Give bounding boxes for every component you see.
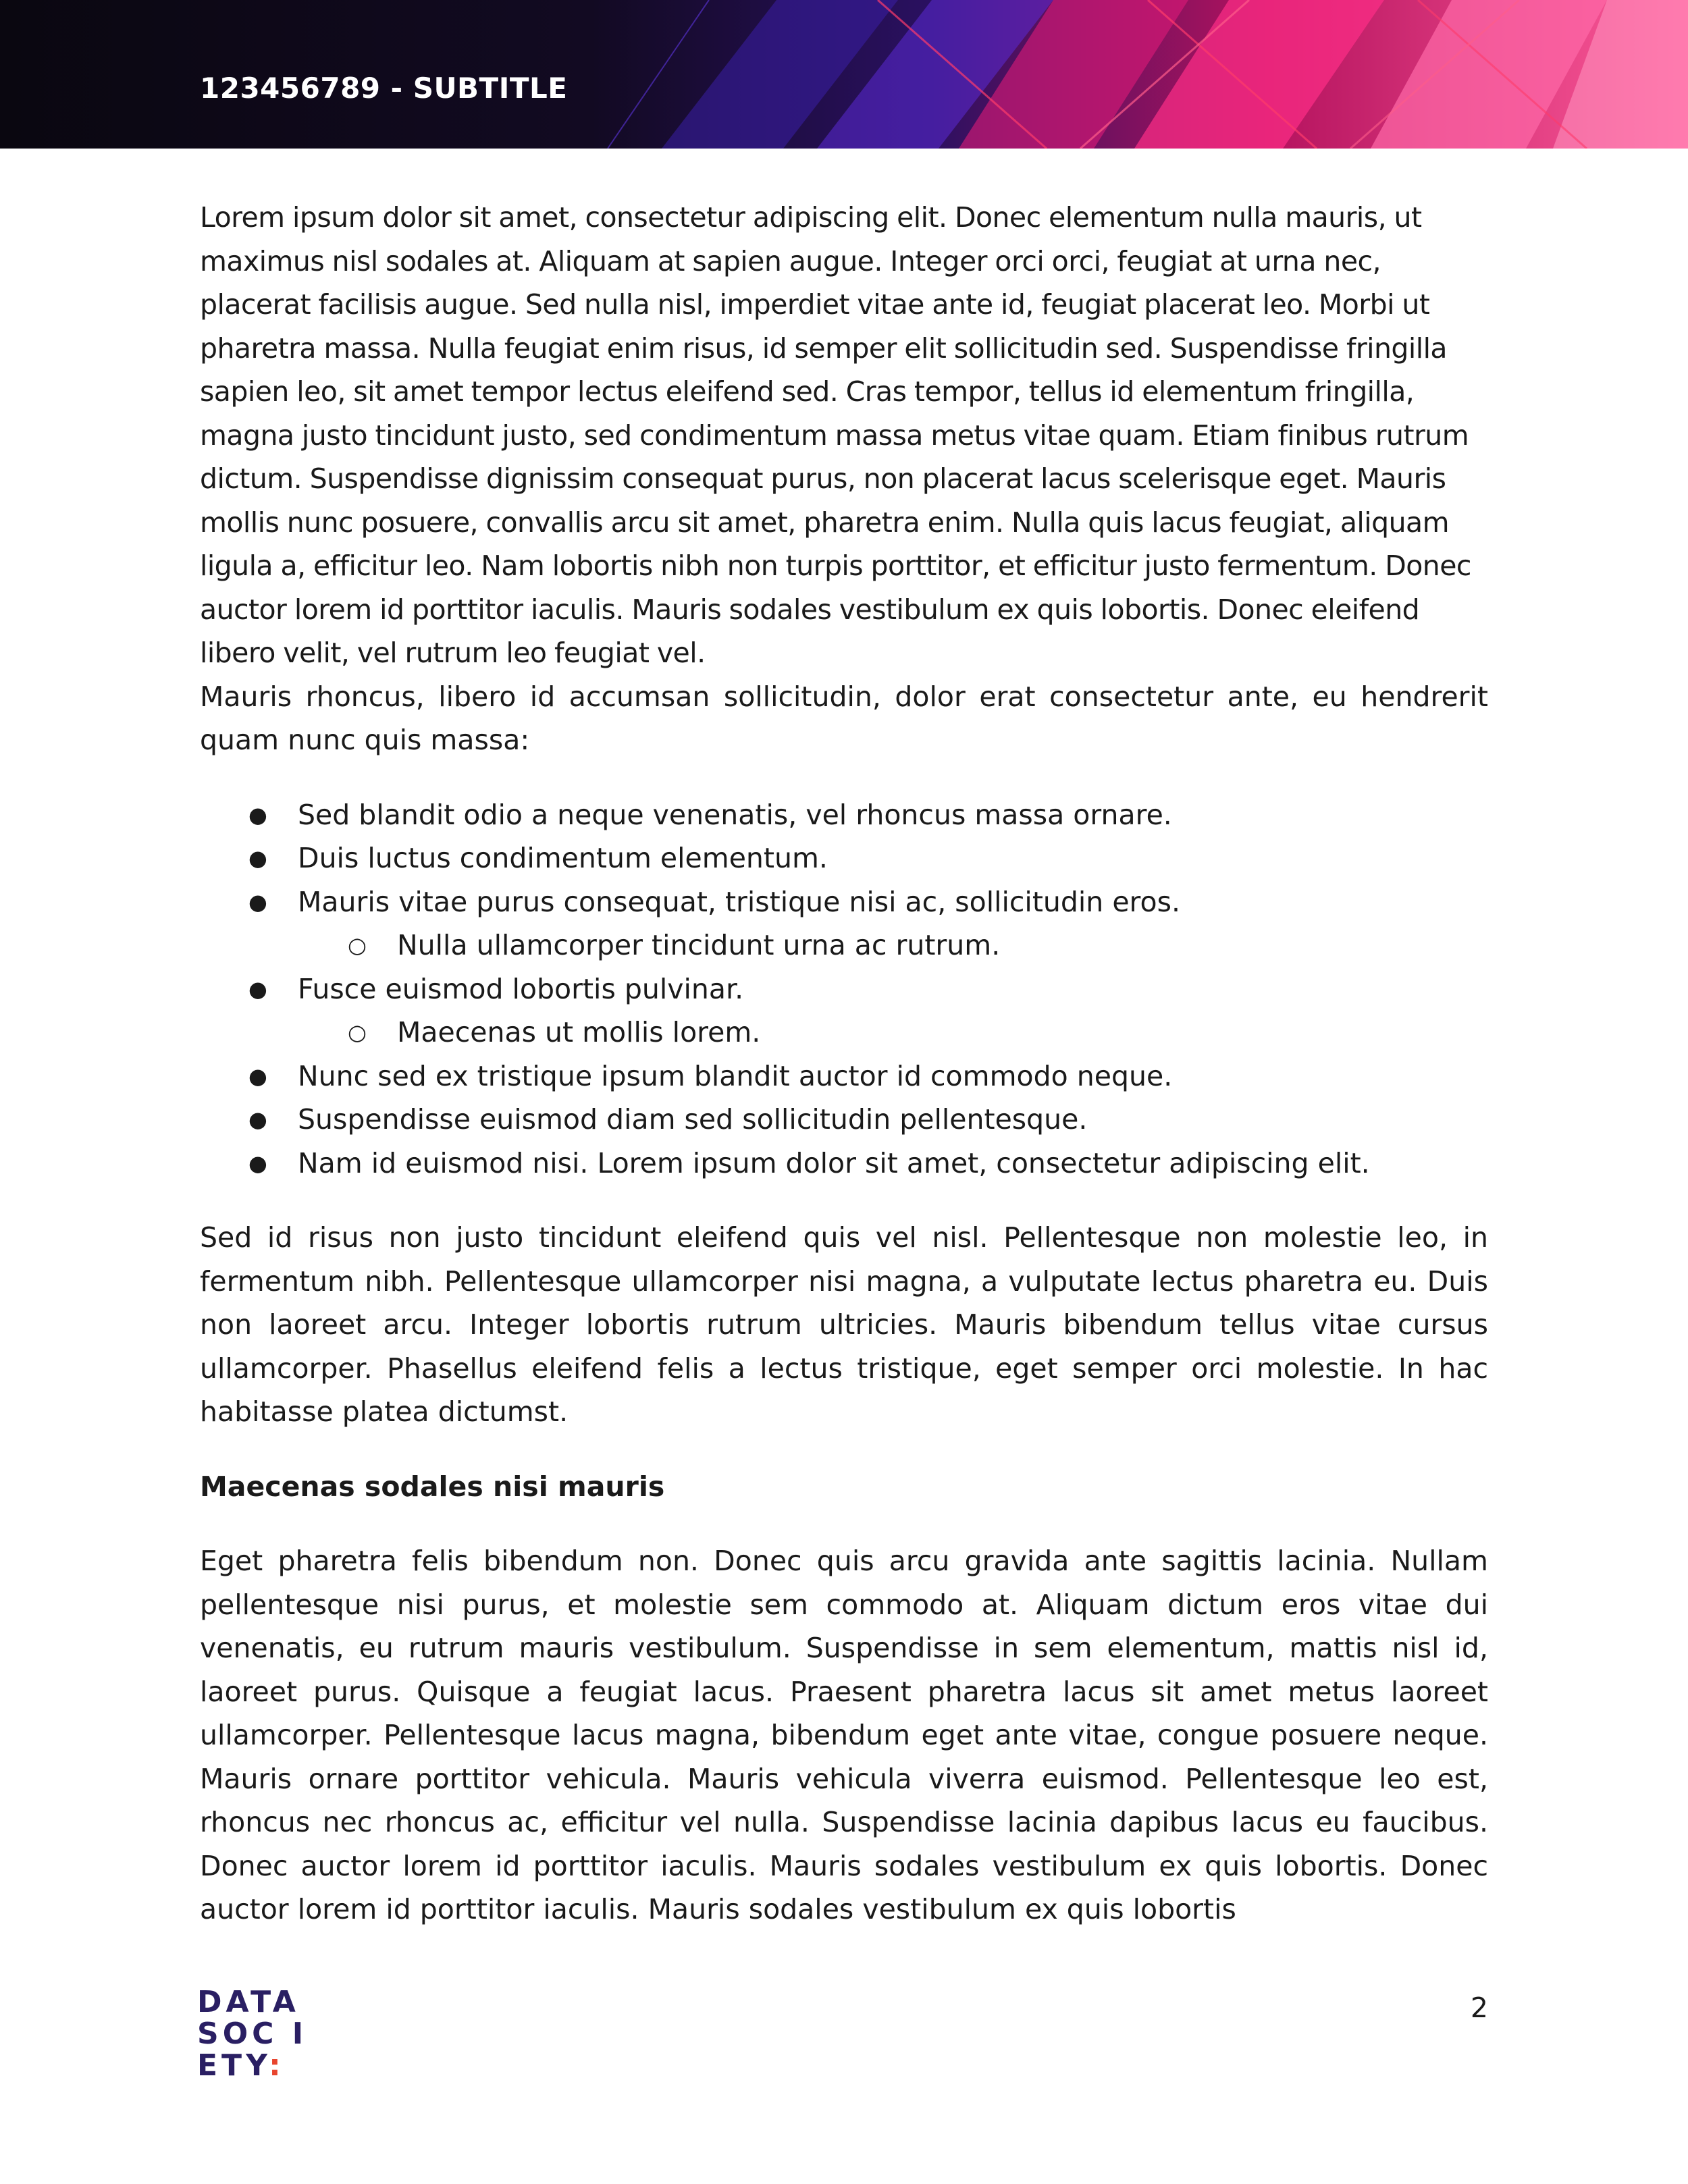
list-item: ● Sed blandit odio a neque venenatis, vel rhoncus massa ornare. xyxy=(200,793,1488,837)
logo-line-1: DATA xyxy=(197,1985,300,2019)
section-heading: Maecenas sodales nisi mauris xyxy=(200,1470,665,1503)
paragraph-3: Eget pharetra felis bibendum non. Donec quis arcu gravida ante sagittis lacinia. Nullam pellentesque nisi purus, et molestie sem commodo at. Aliquam dictum eros vitae dui venenatis, eu rutrum mauris vestibulum. Suspendisse in sem elementum, mattis nisl id, laoreet purus. Quisque a feugiat lacus. Praesent pharetra lacus sit amet metus laoreet ullamcorper. Pellentesque lacus magna, bibendum eget ante vitae, congue posuere neque. Mauris ornare porttitor vehicula. Mauris vehicula viverra euismod. Pellentesque leo est, rhoncus nec rhoncus ac, efficitur vel nulla. Suspendisse lacinia dapibus lacus eu faucibus. Donec auctor lorem id porttitor iaculis. Mauris sodales vestibulum ex quis lobortis. Donec auctor lorem id porttitor iaculis. Mauris sodales vestibulum ex quis lobortis xyxy=(200,1545,1488,1925)
hollow-bullet-icon: ○ xyxy=(348,1019,367,1045)
paragraph-2: Sed id risus non justo tincidunt eleifend quis vel nisl. Pellentesque non molestie leo, in fermentum nibh. Pellentesque ullamcorper nisi magna, a vulputate lectus pharetra eu. Duis non laoreet arcu. Integer lobortis rutrum ultricies. Mauris bibendum tellus vitae cursus ullamcorper. Phasellus eleifend felis a lectus tristique, eget semper orci molestie. In hac habitasse platea dictumst. xyxy=(200,1221,1488,1428)
page-number: 2 xyxy=(1470,1992,1488,2024)
list-item: ● Suspendisse euismod diam sed sollicitudin pellentesque. xyxy=(200,1098,1488,1142)
list-intro-paragraph: Mauris rhoncus, libero id accumsan sollicitudin, dolor erat consectetur ante, eu hendrerit quam nunc quis massa: xyxy=(200,680,1488,756)
list-item: ● Nam id euismod nisi. Lorem ipsum dolor sit amet, consectetur adipiscing elit. xyxy=(200,1142,1488,1186)
list-item: ● Duis luctus condimentum elementum. xyxy=(200,836,1488,880)
bullet-icon: ● xyxy=(248,1150,267,1176)
logo-accent-colon: : xyxy=(269,2048,285,2083)
bullet-list xyxy=(200,793,1488,1186)
bullet-icon: ● xyxy=(248,976,267,1002)
intro-paragraph: Lorem ipsum dolor sit amet, consectetur adipiscing elit. Donec elementum nulla mauris, ut maximus nisl sodales at. Aliquam at sapien augue. Integer orci orci, feugiat at urna nec, placerat facilisis augue. Sed nulla nisl, imperdiet vitae ante id, feugiat placerat leo. Morbi ut pharetra massa. Nulla feugiat enim risus, id semper elit sollicitudin sed. Suspendisse fringilla sapien leo, sit amet tempor lectus eleifend sed. Cras tempor, tellus id elementum fringilla, magna justo tincidunt justo, sed condimentum massa metus vitae quam. Etiam finibus rutrum dictum. Suspendisse dignissim consequat purus, non placerat lacus scelerisque eget. Mauris mollis nunc posuere, convallis arcu sit amet, pharetra enim. Nulla quis lacus feugiat, aliquam ligula a, efficitur leo. Nam lobortis nibh non turpis porttitor, et efficitur justo fermentum. Donec auctor lorem id porttitor iaculis. Mauris sodales vestibulum ex quis lobortis. Donec eleifend libero velit, vel rutrum leo feugiat vel. xyxy=(200,201,1471,669)
sub-list-item: ○ Maecenas ut mollis lorem. xyxy=(200,1011,1488,1055)
list-item: ● Fusce euismod lobortis pulvinar. xyxy=(200,967,1488,1011)
data-society-logo xyxy=(197,1986,307,2081)
bullet-icon: ● xyxy=(248,888,267,915)
document-body xyxy=(200,196,1488,1932)
sub-list-item: ○ Nulla ullamcorper tincidunt urna ac rutrum. xyxy=(200,924,1488,967)
header-banner xyxy=(0,0,1688,149)
bullet-icon: ● xyxy=(248,1107,267,1132)
logo-line-3: ETY: xyxy=(197,2048,285,2083)
list-item: ● Nunc sed ex tristique ipsum blandit auctor id commodo neque. xyxy=(200,1055,1488,1098)
hollow-bullet-icon: ○ xyxy=(348,932,367,958)
list-item: ● Mauris vitae purus consequat, tristique nisi ac, sollicitudin eros. xyxy=(200,880,1488,924)
header-title: 123456789 - SUBTITLE xyxy=(200,72,568,105)
bullet-icon: ● xyxy=(248,801,267,828)
bullet-icon: ● xyxy=(248,845,267,871)
bullet-icon: ● xyxy=(248,1063,267,1089)
logo-line-2: SOC I xyxy=(197,2017,308,2051)
